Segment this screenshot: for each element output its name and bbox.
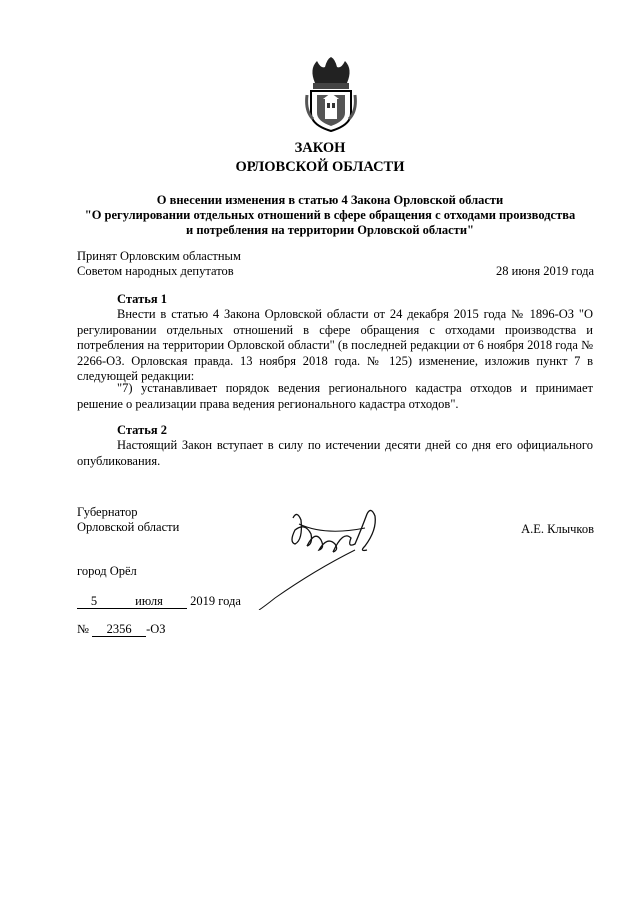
number-sign: №: [77, 622, 89, 636]
article-2-text: Настоящий Закон вступает в силу по истечении десяти дней со дня его официального опубликования.: [77, 438, 593, 468]
adoption-date: 28 июня 2019 года: [496, 264, 594, 278]
article-1-text: Внести в статью 4 Закона Орловской области от 24 декабря 2015 года № 1896-ОЗ "О регулировании отдельных отношений в сфере обращения с отходами производства и потребления на территории Орловской области" (в последней редакции от 6 ноября 2018 года № 2266-ОЗ. Орловская правда. 13 ноября 2018 года. № 125) изменение, изложив пункт 7 в следующей редакции:: [77, 307, 593, 383]
subtitle-line-1: О внесении изменения в статью 4 Закона Орловской области: [156, 193, 504, 207]
place-of-signing: город Орёл: [77, 564, 137, 578]
signing-date: [77, 594, 277, 610]
coat-of-arms-emblem: [305, 55, 357, 133]
signatory-name: А.Е. Клычков: [521, 522, 594, 536]
adopted-by-line-2: Советом народных депутатов: [77, 264, 234, 278]
adopted-by-line-1: Принят Орловским областным: [77, 249, 241, 263]
signatory-title-line-1: Губернатор: [77, 505, 138, 519]
subtitle-line-2: "О регулировании отдельных отношений в сфере обращения с отходами производства: [84, 208, 576, 222]
article-1-quote: "7) устанавливает порядок ведения регионального кадастра отходов и принимает решение о реализации права ведения регионального кадастра отходов".: [77, 381, 593, 411]
document-title: ЗАКОН: [294, 140, 346, 156]
number-value: 2356: [92, 622, 146, 637]
subtitle-line-3: и потребления на территории Орловской области": [186, 223, 474, 237]
law-number: [77, 622, 277, 638]
document-title-region: ОРЛОВСКОЙ ОБЛАСТИ: [235, 159, 405, 175]
signing-day: 5: [77, 594, 111, 609]
handwritten-signature: [255, 500, 405, 610]
article-1-heading: Статья 1: [117, 292, 167, 306]
article-2-heading: Статья 2: [117, 423, 167, 437]
signatory-title-line-2: Орловской области: [77, 520, 180, 534]
signing-year: 2019 года: [190, 594, 241, 608]
number-suffix: -ОЗ: [146, 622, 166, 636]
signing-month: июля: [111, 594, 187, 609]
